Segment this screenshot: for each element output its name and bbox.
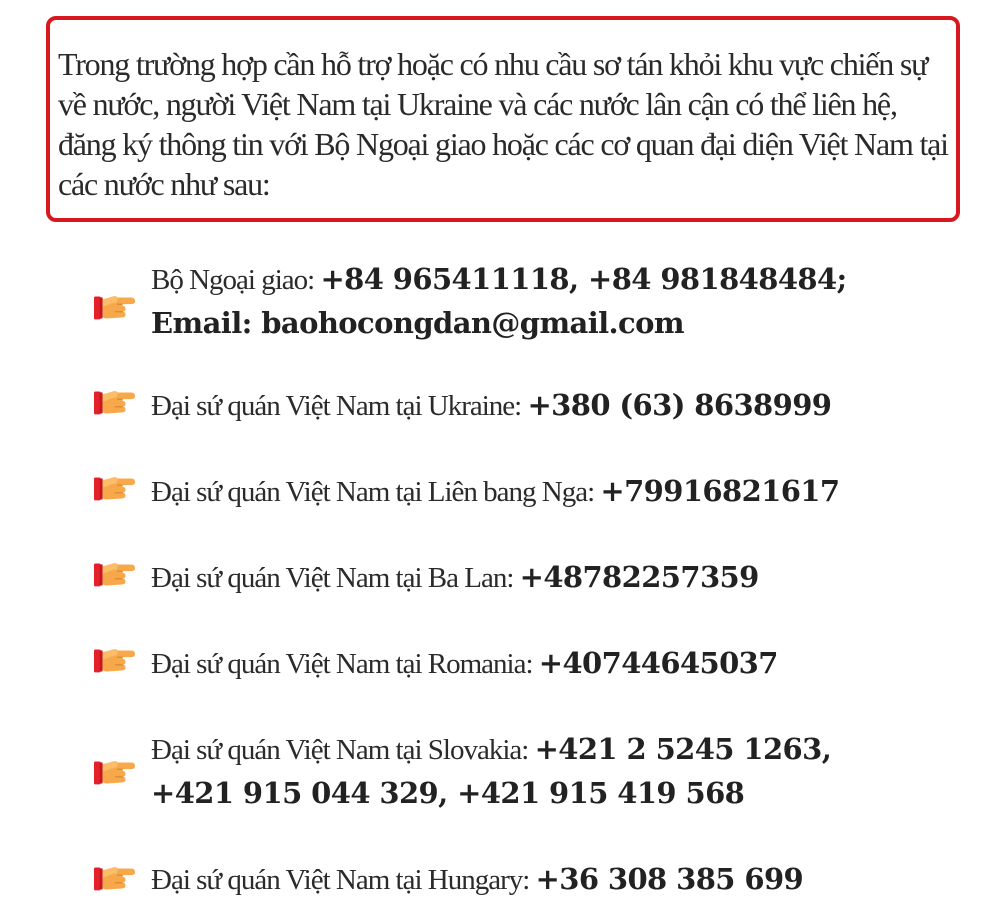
pointing-hand-icon <box>94 386 136 418</box>
contact-phone: +79916821617 <box>600 474 840 508</box>
pointing-hand-icon <box>94 558 136 590</box>
contact-label: Bộ Ngoại giao: <box>151 264 321 296</box>
contact-label: Đại sứ quán Việt Nam tại Ba Lan: <box>151 562 520 594</box>
contact-text <box>151 858 981 902</box>
pointing-hand-icon <box>94 756 136 788</box>
contact-label: Đại sứ quán Việt Nam tại Romania: <box>151 648 539 680</box>
contact-text <box>151 728 981 815</box>
contact-text <box>151 556 981 600</box>
contact-label: Đại sứ quán Việt Nam tại Ukraine: <box>151 390 528 422</box>
contact-phone: +380 (63) 8638999 <box>527 388 832 422</box>
notice-text: Trong trường hợp cần hỗ trợ hoặc có nhu cầu sơ tán khỏi khu vực chiến sự về nước, người Việt Nam tại Ukraine và các nước lân cận có thể liên hệ, đăng ký thông tin với Bộ Ngoại giao hoặc các cơ quan đại diện Việt Nam tại các nước như sau: <box>58 46 948 202</box>
contact-label: Đại sứ quán Việt Nam tại Hungary: <box>151 864 536 896</box>
contact-phone: +84 965411118, +84 981848484; <box>320 262 847 296</box>
pointing-hand-icon <box>94 644 136 676</box>
contact-phone-line2: +421 915 044 329, +421 915 419 568 <box>151 776 745 810</box>
contact-text <box>151 258 981 345</box>
contact-text <box>151 470 981 514</box>
contact-phone: +421 2 5245 1263, <box>534 732 832 766</box>
contact-phone: +36 308 385 699 <box>535 862 804 896</box>
contact-text <box>151 642 981 686</box>
contact-label: Đại sứ quán Việt Nam tại Slovakia: <box>151 734 535 766</box>
pointing-hand-icon <box>94 472 136 504</box>
pointing-hand-icon <box>94 291 136 323</box>
contact-phone: +40744645037 <box>538 646 778 680</box>
pointing-hand-icon <box>94 862 136 894</box>
contact-phone: +48782257359 <box>519 560 759 594</box>
contact-text <box>151 384 981 428</box>
contact-label: Đại sứ quán Việt Nam tại Liên bang Nga: <box>151 476 601 508</box>
contact-email: Email: baohocongdan@gmail.com <box>151 306 684 340</box>
